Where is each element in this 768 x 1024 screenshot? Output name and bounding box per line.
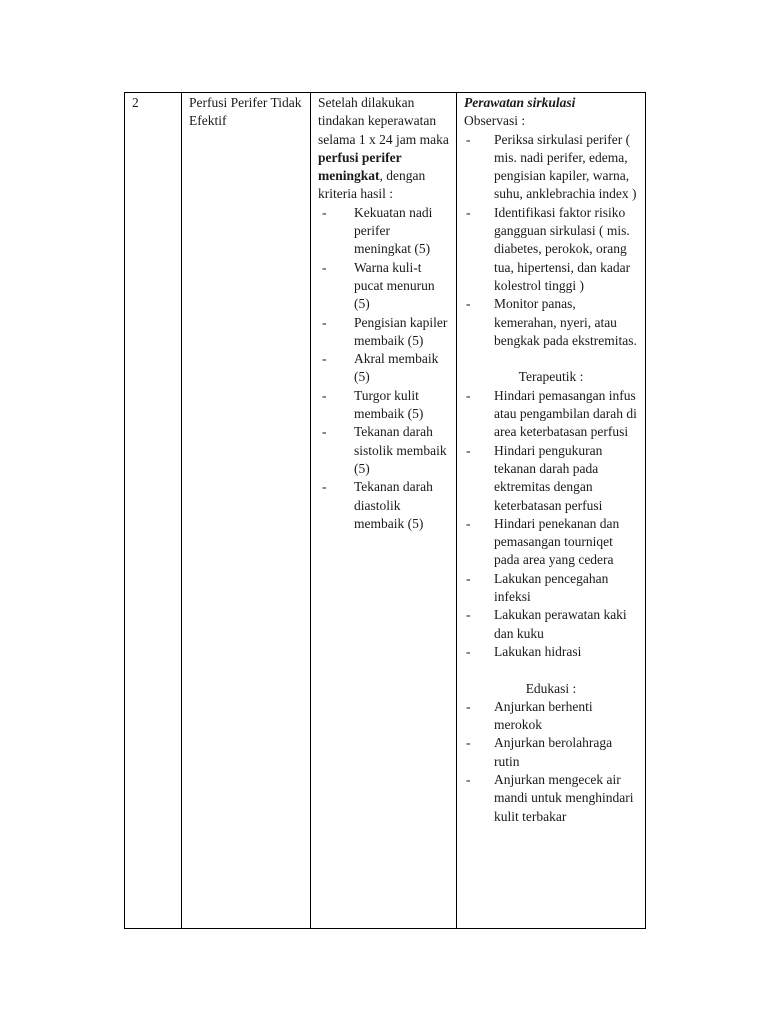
goal-intro — [318, 94, 449, 204]
section-spacer — [464, 661, 638, 679]
edukasi-heading: Edukasi : — [525, 680, 577, 696]
list-item: - Warna kuli-t pucat menurun (5) — [322, 259, 449, 314]
list-item: - Lakukan pencegahan infeksi — [464, 570, 638, 607]
list-item: - Anjurkan berhenti merokok — [464, 698, 638, 735]
list-item: - Pengisian kapiler membaik (5) — [322, 314, 449, 351]
goal-cell — [311, 93, 457, 929]
terapeutik-list — [464, 387, 638, 661]
terapeutik-heading: Terapeutik : — [518, 369, 584, 385]
goal-intro-bold: perfusi perifer meningkat — [318, 149, 402, 184]
list-item: - Hindari penekanan dan pemasangan tourniqet pada area yang cedera — [464, 515, 638, 570]
diagnosis-text: Perfusi Perifer Tidak Efektif — [189, 95, 302, 129]
number-cell — [125, 93, 182, 929]
list-item: - Akral membaik (5) — [322, 350, 449, 387]
row-number: 2 — [132, 95, 139, 110]
edukasi-list — [464, 698, 638, 826]
goal-intro-pre: Setelah dilakukan tindakan keperawatan selama 1 x 24 jam maka — [318, 95, 449, 147]
goal-intro-post: , dengan kriteria hasil : — [318, 168, 426, 202]
section-spacer — [464, 350, 638, 368]
list-item: - Identifikasi faktor risiko gangguan sirkulasi ( mis. diabetes, perokok, orang tua, hipertensi, dan kadar kolestrol tinggi ) — [464, 204, 638, 295]
list-item: - Monitor panas, kemerahan, nyeri, atau bengkak pada ekstremitas. — [464, 295, 638, 350]
list-item: - Lakukan perawatan kaki dan kuku — [464, 606, 638, 643]
list-item: - Tekanan darah sistolik membaik (5) — [322, 423, 449, 478]
nursing-care-table — [124, 92, 646, 929]
list-item: - Lakukan hidrasi — [464, 643, 638, 661]
list-item: - Kekuatan nadi perifer meningkat (5) — [322, 204, 449, 259]
observasi-list — [464, 131, 638, 351]
list-item: - Periksa sirkulasi perifer ( mis. nadi perifer, edema, pengisian kapiler, warna, suhu, anklebrachia index ) — [464, 131, 638, 204]
list-item: - Turgor kulit membaik (5) — [322, 387, 449, 424]
criteria-list — [318, 204, 449, 533]
diagnosis-cell — [182, 93, 311, 929]
observasi-heading: Observasi : — [464, 113, 526, 129]
table-row — [125, 93, 646, 929]
intervention-cell — [457, 93, 646, 929]
list-item: - Tekanan darah diastolik membaik (5) — [322, 478, 449, 533]
list-item: - Hindari pengukuran tekanan darah pada ektremitas dengan keterbatasan perfusi — [464, 442, 638, 515]
list-item: - Hindari pemasangan infus atau pengambilan darah di area keterbatasan perfusi — [464, 387, 638, 442]
list-item: - Anjurkan berolahraga rutin — [464, 734, 638, 771]
list-item: - Anjurkan mengecek air mandi untuk menghindari kulit terbakar — [464, 771, 638, 826]
intervention-title: Perawatan sirkulasi — [464, 95, 576, 110]
